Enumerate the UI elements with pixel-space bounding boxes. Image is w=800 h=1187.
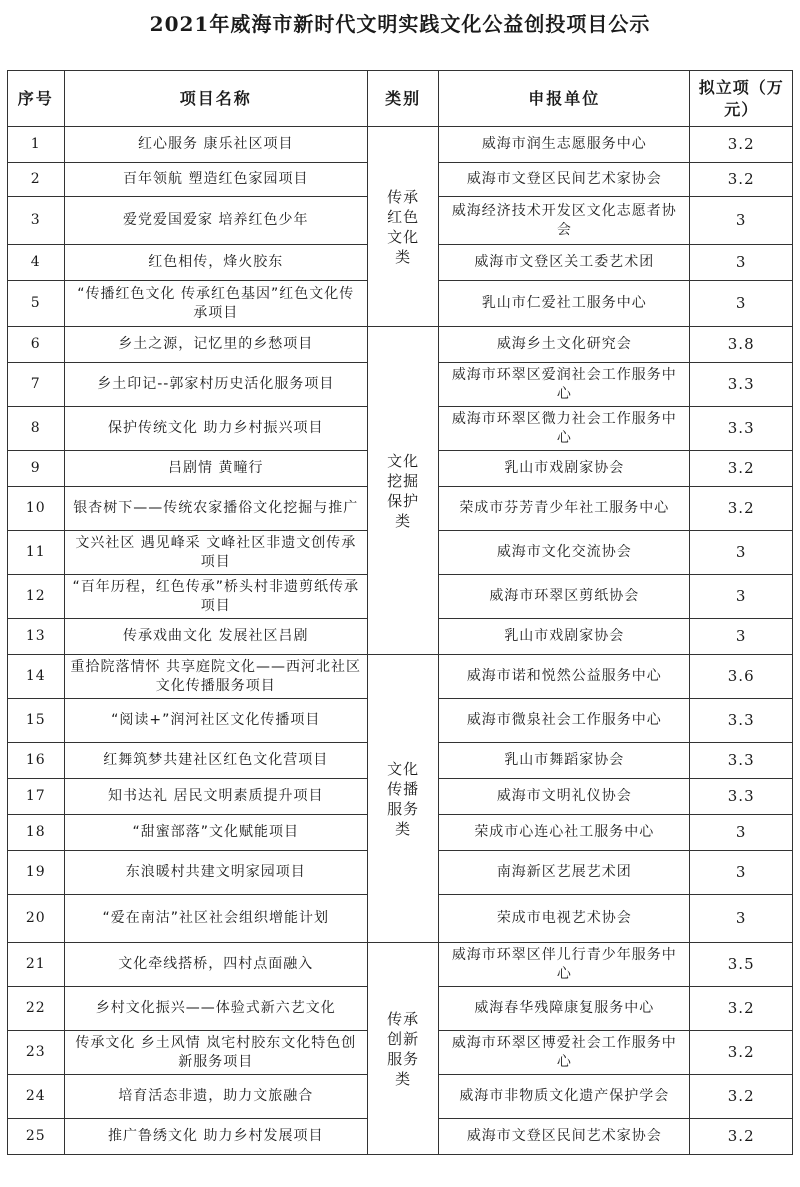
approved-amount: 3.3 (690, 407, 793, 451)
table-row (8, 327, 793, 363)
approved-amount: 3.3 (690, 743, 793, 779)
row-number: 7 (8, 363, 65, 407)
approved-amount: 3.2 (690, 987, 793, 1031)
project-name: 知书达礼 居民文明素质提升项目 (64, 779, 368, 815)
approved-amount: 3 (690, 531, 793, 575)
approved-amount: 3.2 (690, 163, 793, 197)
header-amount: 拟立项（万元） (690, 71, 793, 127)
applicant-unit: 威海市润生志愿服务中心 (439, 127, 690, 163)
project-name: 乡土之源，记忆里的乡愁项目 (64, 327, 368, 363)
row-number: 18 (8, 815, 65, 851)
row-number: 17 (8, 779, 65, 815)
project-name: “百年历程，红色传承”桥头村非遗剪纸传承项目 (64, 575, 368, 619)
approved-amount: 3.2 (690, 487, 793, 531)
row-number: 11 (8, 531, 65, 575)
project-name: 文兴社区 遇见峰采 文峰社区非遗文创传承项目 (64, 531, 368, 575)
project-name: 银杏树下——传统农家播俗文化挖掘与推广 (64, 487, 368, 531)
row-number: 19 (8, 851, 65, 895)
project-name: 文化牵线搭桥，四村点面融入 (64, 943, 368, 987)
approved-amount: 3 (690, 619, 793, 655)
row-number: 15 (8, 699, 65, 743)
row-number: 8 (8, 407, 65, 451)
row-number: 12 (8, 575, 65, 619)
project-name: 培育活态非遗，助力文旅融合 (64, 1075, 368, 1119)
table-row (8, 943, 793, 987)
applicant-unit: 乳山市戏剧家协会 (439, 619, 690, 655)
project-name: 东浪暖村共建文明家园项目 (64, 851, 368, 895)
applicant-unit: 乳山市戏剧家协会 (439, 451, 690, 487)
project-name: 传承戏曲文化 发展社区吕剧 (64, 619, 368, 655)
project-name: “爱在南沽”社区社会组织增能计划 (64, 895, 368, 943)
project-name: 红舞筑梦共建社区红色文化营项目 (64, 743, 368, 779)
applicant-unit: 威海市环翠区剪纸协会 (439, 575, 690, 619)
row-number: 24 (8, 1075, 65, 1119)
applicant-unit: 威海乡土文化研究会 (439, 327, 690, 363)
applicant-unit: 南海新区艺展艺术团 (439, 851, 690, 895)
project-name: “传播红色文化 传承红色基因”红色文化传承项目 (64, 281, 368, 327)
row-number: 5 (8, 281, 65, 327)
table-body (8, 127, 793, 1155)
row-number: 1 (8, 127, 65, 163)
row-number: 9 (8, 451, 65, 487)
row-number: 6 (8, 327, 65, 363)
approved-amount: 3.2 (690, 451, 793, 487)
row-number: 21 (8, 943, 65, 987)
row-number: 13 (8, 619, 65, 655)
applicant-unit: 威海市文登区关工委艺术团 (439, 245, 690, 281)
applicant-unit: 威海市文化交流协会 (439, 531, 690, 575)
approved-amount: 3.5 (690, 943, 793, 987)
table-row (8, 655, 793, 699)
category-cell: 传承红色文化类 (368, 127, 439, 327)
applicant-unit: 荣成市心连心社工服务中心 (439, 815, 690, 851)
approved-amount: 3.2 (690, 127, 793, 163)
project-name: 传承文化 乡土风情 岚宅村胶东文化特色创新服务项目 (64, 1031, 368, 1075)
applicant-unit: 威海市文明礼仪协会 (439, 779, 690, 815)
category-cell: 文化传播服务类 (368, 655, 439, 943)
applicant-unit: 威海市微泉社会工作服务中心 (439, 699, 690, 743)
project-name: 保护传统文化 助力乡村振兴项目 (64, 407, 368, 451)
project-name: 红色相传，烽火胶东 (64, 245, 368, 281)
approved-amount: 3.3 (690, 779, 793, 815)
applicant-unit: 威海春华残障康复服务中心 (439, 987, 690, 1031)
project-name: 推广鲁绣文化 助力乡村发展项目 (64, 1119, 368, 1155)
project-name: 爱党爱国爱家 培养红色少年 (64, 197, 368, 245)
applicant-unit: 威海市诺和悦然公益服务中心 (439, 655, 690, 699)
approved-amount: 3 (690, 815, 793, 851)
category-cell: 传承创新服务类 (368, 943, 439, 1155)
project-name: “甜蜜部落”文化赋能项目 (64, 815, 368, 851)
approved-amount: 3.2 (690, 1031, 793, 1075)
approved-amount: 3.8 (690, 327, 793, 363)
approved-amount: 3 (690, 575, 793, 619)
approved-amount: 3 (690, 245, 793, 281)
row-number: 3 (8, 197, 65, 245)
page-title: 2021年威海市新时代文明实践文化公益创投项目公示 (149, 12, 651, 36)
project-name: 百年领航 塑造红色家园项目 (64, 163, 368, 197)
approved-amount: 3.2 (690, 1075, 793, 1119)
row-number: 14 (8, 655, 65, 699)
applicant-unit: 乳山市舞蹈家协会 (439, 743, 690, 779)
row-number: 2 (8, 163, 65, 197)
applicant-unit: 荣成市电视艺术协会 (439, 895, 690, 943)
project-table (7, 70, 793, 1155)
project-name: 乡村文化振兴——体验式新六艺文化 (64, 987, 368, 1031)
applicant-unit: 威海市环翠区爱润社会工作服务中心 (439, 363, 690, 407)
applicant-unit: 威海市环翠区伴儿行青少年服务中心 (439, 943, 690, 987)
approved-amount: 3 (690, 281, 793, 327)
project-name: 重拾院落情怀 共享庭院文化——西河北社区文化传播服务项目 (64, 655, 368, 699)
applicant-unit: 威海市环翠区博爱社会工作服务中心 (439, 1031, 690, 1075)
project-name: 乡土印记--郭家村历史活化服务项目 (64, 363, 368, 407)
project-name: 红心服务 康乐社区项目 (64, 127, 368, 163)
row-number: 4 (8, 245, 65, 281)
approved-amount: 3.2 (690, 1119, 793, 1155)
applicant-unit: 乳山市仁爱社工服务中心 (439, 281, 690, 327)
row-number: 20 (8, 895, 65, 943)
applicant-unit: 威海市文登区民间艺术家协会 (439, 1119, 690, 1155)
row-number: 25 (8, 1119, 65, 1155)
project-name: 吕剧情 黄疃行 (64, 451, 368, 487)
row-number: 10 (8, 487, 65, 531)
project-name: “阅读+”润河社区文化传播项目 (64, 699, 368, 743)
applicant-unit: 威海经济技术开发区文化志愿者协会 (439, 197, 690, 245)
applicant-unit: 威海市文登区民间艺术家协会 (439, 163, 690, 197)
table-header-row (8, 71, 793, 127)
approved-amount: 3.6 (690, 655, 793, 699)
applicant-unit: 威海市非物质文化遗产保护学会 (439, 1075, 690, 1119)
applicant-unit: 荣成市芬芳青少年社工服务中心 (439, 487, 690, 531)
header-no: 序号 (8, 71, 65, 127)
row-number: 23 (8, 1031, 65, 1075)
header-unit: 申报单位 (439, 71, 690, 127)
approved-amount: 3 (690, 895, 793, 943)
table-row (8, 127, 793, 163)
row-number: 16 (8, 743, 65, 779)
header-name: 项目名称 (64, 71, 368, 127)
approved-amount: 3.3 (690, 363, 793, 407)
header-category: 类别 (368, 71, 439, 127)
row-number: 22 (8, 987, 65, 1031)
applicant-unit: 威海市环翠区微力社会工作服务中心 (439, 407, 690, 451)
approved-amount: 3 (690, 197, 793, 245)
approved-amount: 3.3 (690, 699, 793, 743)
category-cell: 文化挖掘保护类 (368, 327, 439, 655)
approved-amount: 3 (690, 851, 793, 895)
